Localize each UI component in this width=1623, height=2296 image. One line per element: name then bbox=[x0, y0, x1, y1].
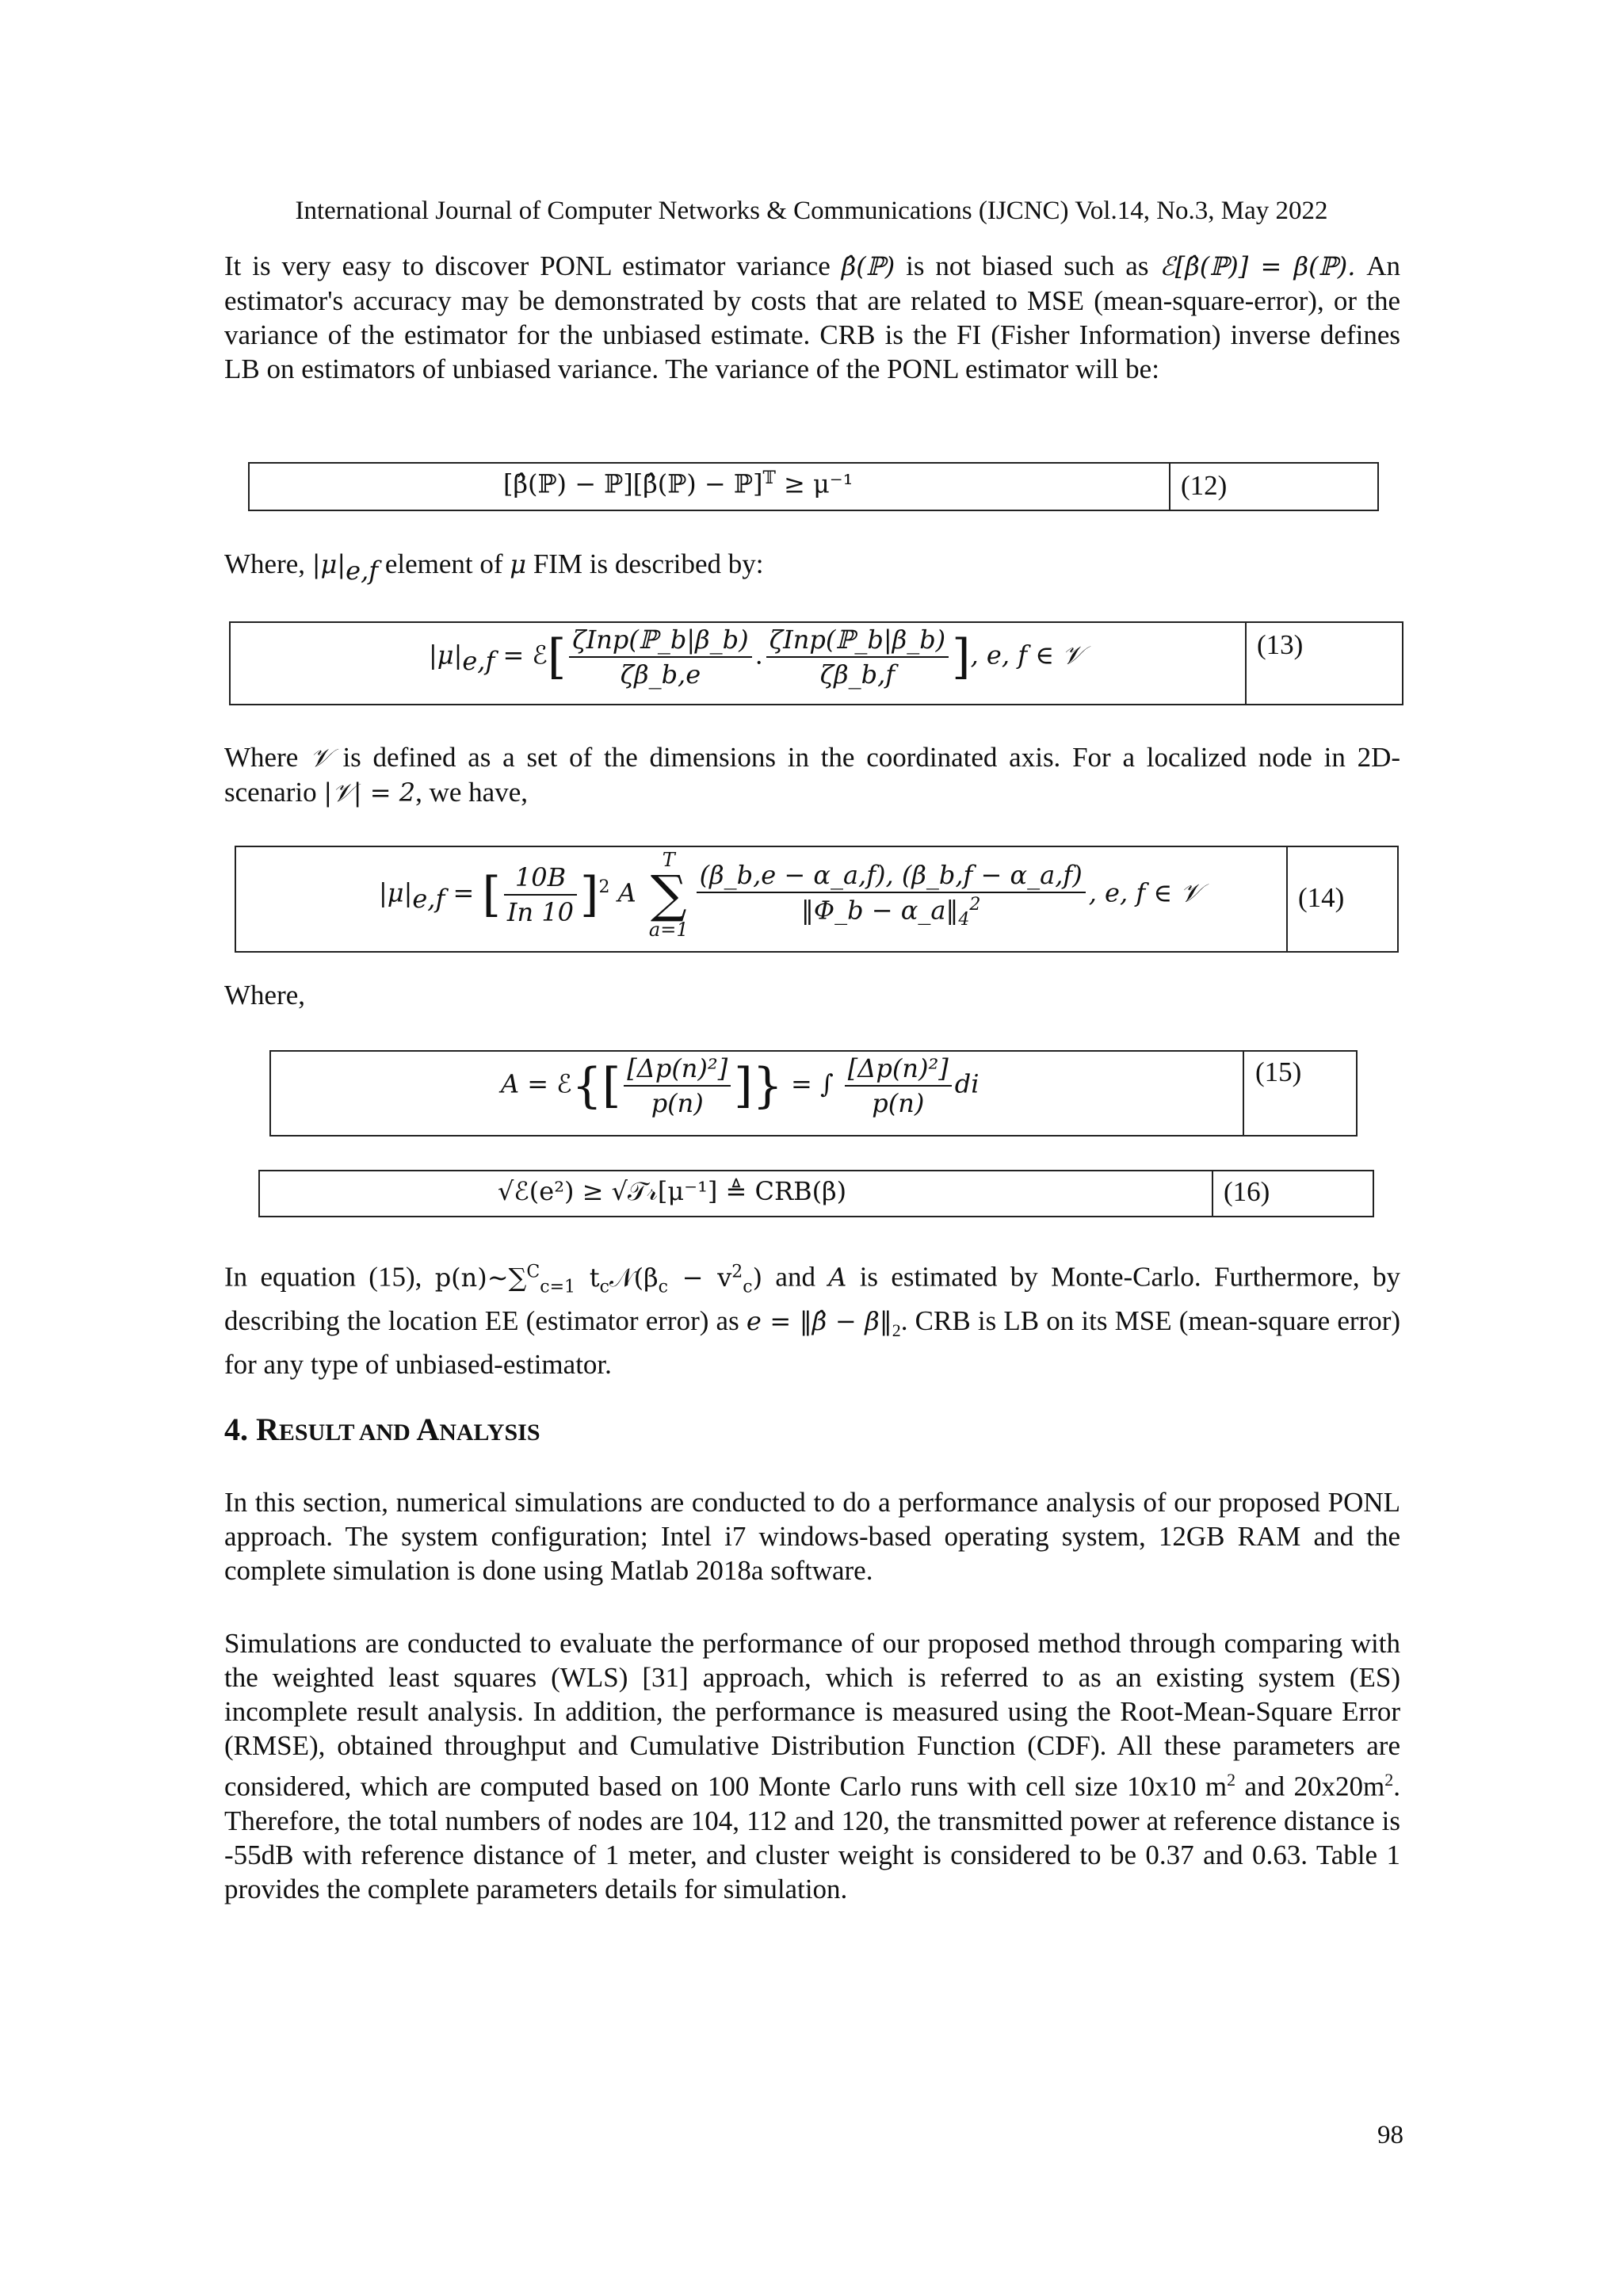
equation-15 bbox=[501, 1053, 979, 1118]
paragraph-evaluation bbox=[224, 1626, 1400, 1906]
p3-d: . CRB is LB on its MSE (mean-square error) for any type of unbiased-estimator. bbox=[224, 1305, 1401, 1381]
where1-mu2: μ bbox=[510, 549, 527, 579]
p3-a: In equation (15), bbox=[224, 1261, 435, 1293]
eq14-fden: In 10 bbox=[506, 897, 575, 927]
equation-13-divider bbox=[1245, 623, 1247, 704]
eq13-num1: ζInp(ℙ_b|β_b) bbox=[569, 625, 751, 658]
eq15-lbrace: {[ bbox=[571, 1058, 621, 1114]
p3-m1d-sub: c bbox=[743, 1277, 753, 1297]
heading-number: 4. bbox=[224, 1412, 256, 1447]
eq13-lbracket: [ bbox=[547, 629, 567, 685]
eq13-lhs: |μ| bbox=[429, 640, 463, 670]
eq14-A: A bbox=[617, 877, 636, 908]
equation-12 bbox=[503, 468, 853, 499]
eq15-num1: [Δp(n)²] bbox=[624, 1053, 731, 1087]
eq15-frac-2 bbox=[845, 1053, 952, 1118]
eq12-transpose: 𝕋 bbox=[762, 468, 776, 488]
eq15-mid: = ∫ bbox=[782, 1068, 842, 1099]
p3-m1d: − v bbox=[667, 1262, 732, 1293]
where-fim bbox=[224, 547, 1400, 588]
eq14-frac-2 bbox=[697, 860, 1086, 930]
eq14-num: (β_b,e − α_a,f), (β_b,f − α_a,f) bbox=[697, 860, 1086, 893]
eq15-rbrace: ]} bbox=[734, 1058, 783, 1114]
section-heading bbox=[224, 1411, 540, 1448]
p3-ee-sub: 2 bbox=[892, 1320, 901, 1341]
equation-14 bbox=[379, 850, 1201, 939]
eq13-tail: , e, f ∈ 𝒱 bbox=[970, 640, 1083, 670]
eq13-num2: ζInp(ℙ_b|β_b) bbox=[766, 625, 949, 658]
p3-m1b: t bbox=[589, 1262, 600, 1293]
eq14-den-sup: 2 bbox=[969, 894, 981, 915]
p5-sup2: 2 bbox=[1384, 1770, 1394, 1790]
eq14-rbracket: ] bbox=[580, 867, 599, 923]
p5-c: . Therefore, the total numbers of nodes are 104, 112 and 120, the transmitted power at reference distance is -55dB with reference distance of 1 meter, and cluster weight is considered to be 0.37 and 0.63. Table 1 provides the complete parameters details for simulation. bbox=[224, 1771, 1400, 1904]
eq15-frac-1 bbox=[624, 1053, 731, 1118]
p3-m1b-sub: c bbox=[599, 1277, 609, 1297]
p3-m1-sup: C bbox=[526, 1262, 540, 1282]
p2-v: 𝒱 bbox=[310, 743, 331, 773]
where1-mu: |μ| bbox=[311, 549, 346, 579]
equation-14-divider bbox=[1286, 847, 1288, 951]
p5-sup1: 2 bbox=[1227, 1770, 1236, 1790]
equation-12-number: (12) bbox=[1181, 470, 1228, 501]
heading-esult: ESULT AND bbox=[278, 1419, 417, 1446]
paragraph-variance bbox=[224, 249, 1400, 386]
equation-16-divider bbox=[1212, 1171, 1213, 1216]
eq14-square: 2 bbox=[598, 877, 610, 897]
eq12-rhs: ≥ μ⁻¹ bbox=[775, 468, 854, 499]
where1-a: Where, bbox=[224, 548, 312, 579]
p2-v2: |𝒱| = 2 bbox=[323, 777, 416, 808]
where1-c: FIM is described by: bbox=[526, 548, 764, 579]
p5-b: and 20x20m bbox=[1235, 1771, 1385, 1802]
equation-15-box bbox=[269, 1050, 1358, 1137]
equation-14-box bbox=[235, 846, 1399, 953]
p3-c: is estimated by Monte-Carlo. Furthermore, by describing the location EE (estimator error) as bbox=[224, 1261, 1401, 1337]
p3-b: and bbox=[762, 1261, 829, 1293]
eq14-sum-top: T bbox=[662, 849, 675, 871]
p1-rest: An estimator's accuracy may be demonstrated by costs that are related to MSE (mean-square-error), or the variance of the estimator for the unbiased estimate. CRB is the FI (Fisher Information) inverse defines LB on estimators of unbiased variance. The variance of the PONL estimator will be: bbox=[224, 250, 1401, 384]
eq15-den1: p(n) bbox=[651, 1088, 704, 1118]
equation-16: √ℰ(e²) ≥ √𝒯𝓇[μ⁻¹] ≜ CRB(β) bbox=[498, 1176, 847, 1206]
eq13-lhs-sub: e,f bbox=[462, 645, 495, 676]
p1-text: It is very easy to discover PONL estimator variance bbox=[224, 250, 831, 281]
page-number: 98 bbox=[1377, 2121, 1403, 2149]
eq14-den-body: ‖Φ_b − α_a‖ bbox=[800, 895, 959, 926]
eq14-eq: = bbox=[445, 877, 483, 908]
eq14-lbracket: [ bbox=[482, 867, 501, 923]
p3-m1-sub: c=1 bbox=[540, 1277, 576, 1297]
paragraph-simulation-setup: In this section, numerical simulations are conducted to do a performance analysis of our proposed PONL approach. The system configuration; Intel i7 windows-based operating system, 12GB RAM and the complete simulation is done using Matlab 2018a software. bbox=[224, 1487, 1400, 1586]
eq14-fnum: 10B bbox=[504, 862, 577, 896]
p2-b: is defined as a set of the dimensions in the coordinated axis. For a localized node in 2D-scenario bbox=[224, 742, 1401, 808]
heading-r: R bbox=[256, 1412, 279, 1447]
p1-math-estimator: β̂(ℙ) bbox=[841, 251, 896, 281]
eq14-den bbox=[697, 893, 1086, 930]
eq15-tail: di bbox=[954, 1068, 980, 1099]
p3-m1: p(n)∼∑ bbox=[434, 1262, 527, 1293]
eq15-lhs: A bbox=[501, 1068, 520, 1099]
equation-15-divider bbox=[1243, 1052, 1244, 1135]
eq13-rbracket: ] bbox=[952, 629, 971, 685]
where1-mu-sub: e,f bbox=[346, 556, 379, 586]
eq14-sum bbox=[649, 850, 689, 939]
heading-a: A bbox=[416, 1412, 440, 1447]
equation-13-box bbox=[229, 621, 1403, 705]
equation-14-number: (14) bbox=[1298, 882, 1345, 913]
eq15-eq: = ℰ bbox=[519, 1068, 572, 1099]
eq12-body: [β̂(ℙ) − ℙ][β̂(ℙ) − ℙ] bbox=[503, 468, 763, 499]
eq13-den2: ζβ_b,f bbox=[819, 659, 896, 690]
eq13-eq: = ℰ bbox=[495, 640, 548, 670]
eq13-den1: ζβ_b,e bbox=[620, 659, 701, 690]
eq14-lhs: |μ| bbox=[379, 877, 413, 908]
equation-16-box bbox=[258, 1170, 1374, 1217]
p5-a: Simulations are conducted to evaluate the performance of our proposed method through comparing with the weighted least squares (WLS) [31] approach, which is referred to as an existing system (ES) incomplete result analysis. In addition, the performance is measured using the Root-Mean-Square Error (RMSE), obtained throughput and Cumulative Distribution Function (CDF). All these parameters are considered, which are computed based on 100 Monte Carlo runs with cell size 10x10 m bbox=[224, 1628, 1400, 1802]
heading-nalysis: NALYSIS bbox=[439, 1419, 540, 1446]
equation-13-number: (13) bbox=[1257, 629, 1304, 660]
equation-12-divider bbox=[1169, 464, 1170, 510]
eq15-den2: p(n) bbox=[872, 1088, 925, 1118]
p1-text2: is not biased such as bbox=[906, 250, 1149, 281]
p3-m1c-sub: c bbox=[658, 1277, 668, 1297]
p2-c: , we have, bbox=[415, 777, 528, 808]
equation-13: $|\mu|_{e,f}$ = ℰ[ $\frac{\text{ζInp(ℙ\_b|β\_b)}}{\zeta\beta\_b,e}$ . $\frac{\text{ζInp(ℙ\_b|β\_b)}}{\zeta\beta\_b,f}$ ], e, f ∈ 𝒱 bbox=[429, 625, 1083, 690]
eq14-frac-1 bbox=[504, 862, 577, 927]
eq14-lhs-sub: e,f bbox=[412, 883, 445, 914]
where-label: Where, bbox=[224, 980, 306, 1010]
running-header: International Journal of Computer Networks & Communications (IJCNC) Vol.14, No.3, May 2022 bbox=[295, 197, 1328, 225]
eq15-num2: [Δp(n)²] bbox=[845, 1053, 952, 1087]
eq14-tail: , e, f ∈ 𝒱 bbox=[1088, 877, 1201, 908]
equation-15-number: (15) bbox=[1255, 1056, 1302, 1087]
eq14-sum-bottom: a=1 bbox=[648, 919, 689, 941]
p1-math-expectation: ℰ[β̂(ℙ)] = β(ℙ). bbox=[1159, 251, 1356, 281]
p3-m1e: ) bbox=[752, 1262, 763, 1293]
paragraph-dimensions bbox=[224, 740, 1400, 810]
p3-A: A bbox=[828, 1262, 847, 1293]
p2-a: Where bbox=[224, 742, 311, 773]
p3-math-p bbox=[434, 1262, 763, 1297]
eq14-den-sub: 4 bbox=[958, 910, 970, 930]
p3-m1c: 𝒩(β bbox=[609, 1262, 659, 1293]
p3-m1d-sup: 2 bbox=[731, 1262, 743, 1282]
paragraph-monte-carlo bbox=[224, 1255, 1400, 1381]
eq13-frac-2 bbox=[766, 625, 949, 690]
eq13-frac-1 bbox=[569, 625, 751, 690]
equation-12-box bbox=[248, 462, 1379, 511]
eq14-sum-symbol: ∑ bbox=[650, 865, 687, 924]
p3-ee: e = ‖β̂ − β‖ bbox=[746, 1306, 892, 1337]
equation-16-number: (16) bbox=[1224, 1176, 1270, 1207]
where1-b: element of bbox=[378, 548, 510, 579]
